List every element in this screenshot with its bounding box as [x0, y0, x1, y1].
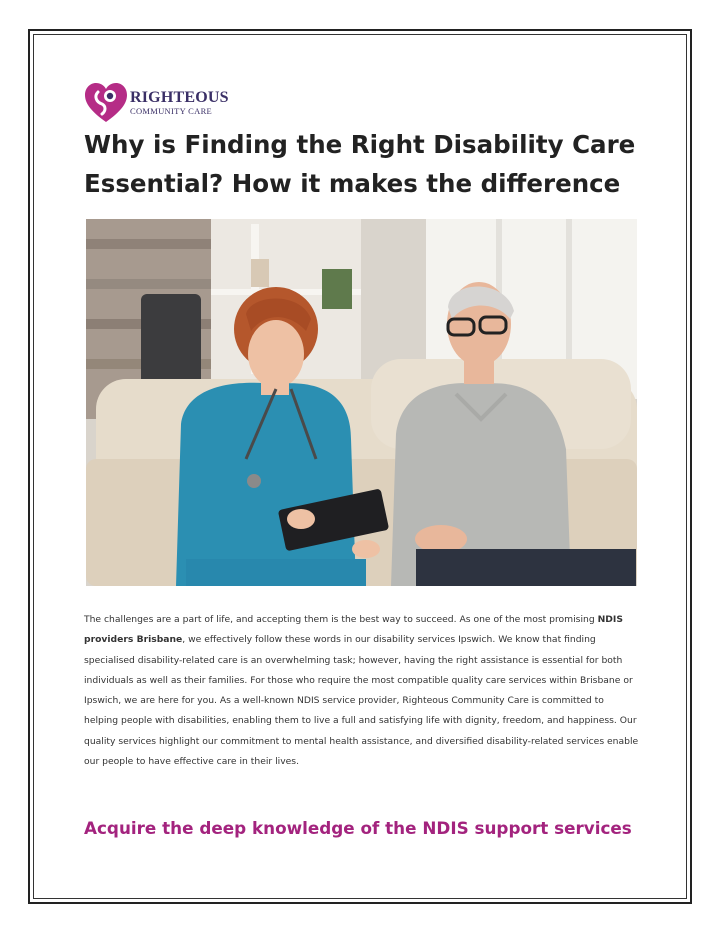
ndis-providers-link[interactable]: NDIS providers Brisbane [84, 614, 623, 646]
logo-subname: COMMUNITY CARE [130, 106, 213, 117]
body-paragraph [84, 610, 640, 772]
page-title: Why is Finding the Right Disability Care Essential? How it makes the difference [84, 130, 636, 198]
heart-logo-icon [84, 82, 128, 124]
body-text-rest: , we effectively follow these words in our disability services Ipswich. We know that finding specialised disability-related care is an overwhelming task; however, having the right assistance is essential for both individuals as well as their families. For those who require the most compatible quality care services within Brisbane or Ipswich, we are here for you. As a well-known NDIS service provider, Righteous Community Care is committed to helping people with disabilities, enabling them to live a full and satisfying life with dignity, freedom, and happiness. Our quality services highlight our commitment to mental health assistance, and diversified disability-related services enable our people to have effective care in their lives. [84, 634, 639, 768]
section-heading: Acquire the deep knowledge of the NDIS support services [84, 818, 632, 838]
logo[interactable] [84, 82, 229, 124]
logo-name: RIGHTEOUS [130, 89, 229, 107]
hero-photo [86, 219, 637, 586]
body-text-start: The challenges are a part of life, and accepting them is the best way to succeed. As one of the most promising [84, 614, 598, 625]
